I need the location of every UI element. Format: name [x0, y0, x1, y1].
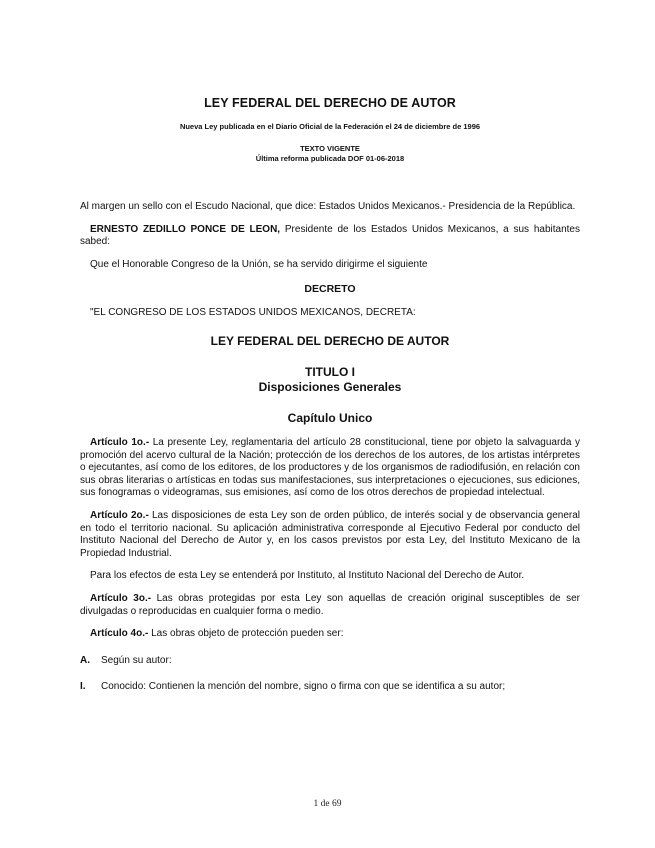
law-title: LEY FEDERAL DEL DERECHO DE AUTOR [210, 333, 450, 348]
president-text: Presidente de los Estados Unidos Mexicanos, a sus habitantes sabed: [80, 223, 580, 248]
article-1-text: La presente Ley, reglamentaria del artículo 28 constitucional, tiene por objeto la salvaguarda y promoción del acervo cultural de la Nación; protección de los derechos de los autores, de los artistas intérpretes o ejecutantes, así como de los editores, de los productores y de los organismos de radiodifusión, en relación con sus obras literarias o artísticas en todas sus manifestaciones, sus interpretaciones o ejecuciones, sus ediciones, sus fonogramas o videogramas, sus emisiones, así como de los otros derechos de propiedad intelectual. [80, 436, 580, 499]
list-item-a [80, 655, 580, 668]
decree-heading: DECRETO [304, 283, 356, 296]
article-3-text: Las obras protegidas por esta Ley son aquellas de creación original susceptibles de ser divulgadas o reproducidas en cualquier forma o medio. [80, 592, 580, 617]
article-3 [80, 593, 580, 618]
capitulo-heading: Capítulo Unico [287, 410, 373, 425]
article-4-label: Artículo 4o.- [90, 628, 149, 640]
list-item-i-label: I. [80, 681, 86, 693]
article-4 [80, 628, 580, 641]
article-2-label: Artículo 2o.- [90, 509, 149, 521]
decree-paragraph: "EL CONGRESO DE LOS ESTADOS UNIDOS MEXICANOS, DECRETA: [90, 307, 416, 319]
article-3-label: Artículo 3o.- [90, 592, 152, 604]
last-reform-line: Última reforma publicada DOF 01-06-2018 [255, 154, 405, 163]
titulo-name: Disposiciones Generales [258, 379, 402, 394]
article-4-text: Las obras objeto de protección pueden ser: [148, 628, 344, 640]
article-1 [80, 437, 580, 500]
list-item-a-text: Según su autor: [101, 654, 172, 666]
article-2 [80, 510, 580, 560]
president-name: ERNESTO ZEDILLO PONCE DE LEON, [90, 223, 281, 235]
article-2-text: Las disposiciones de esta Ley son de orden público, de interés social y de observancia general en todo el territorio nacional. Su aplicación administrativa corresponde al Ejecutivo Federal por conducto del Instituto Nacional del Derecho de Autor y, en los casos previstos por esta Ley, del Instituto Mexicano de la Propiedad Industrial. [80, 509, 580, 559]
status-line: TEXTO VIGENTE [300, 144, 360, 153]
list-item-i [80, 681, 580, 694]
president-paragraph [80, 224, 580, 249]
list-item-a-label: A. [80, 654, 90, 666]
page-content [80, 96, 580, 708]
article-2-extra: Para los efectos de esta Ley se entenderá por Instituto, al Instituto Nacional del Derecho de Autor. [90, 570, 525, 582]
congress-paragraph: Que el Honorable Congreso de la Unión, se ha servido dirigirme el siguiente [90, 258, 428, 270]
document-title: LEY FEDERAL DEL DERECHO DE AUTOR [204, 96, 456, 110]
article-1-label: Artículo 1o.- [90, 436, 150, 448]
seal-paragraph: Al margen un sello con el Escudo Nacional, que dice: Estados Unidos Mexicanos.- Presidencia de la República. [80, 201, 576, 212]
list-item-i-text: Conocido: Contienen la mención del nombre, signo o firma con que se identifica a su autor; [101, 681, 506, 693]
page-number: 1 de 69 [313, 799, 342, 809]
publication-line: Nueva Ley publicada en el Diario Oficial de la Federación el 24 de diciembre de 1996 [179, 122, 481, 131]
titulo-heading: TITULO I [305, 364, 355, 379]
